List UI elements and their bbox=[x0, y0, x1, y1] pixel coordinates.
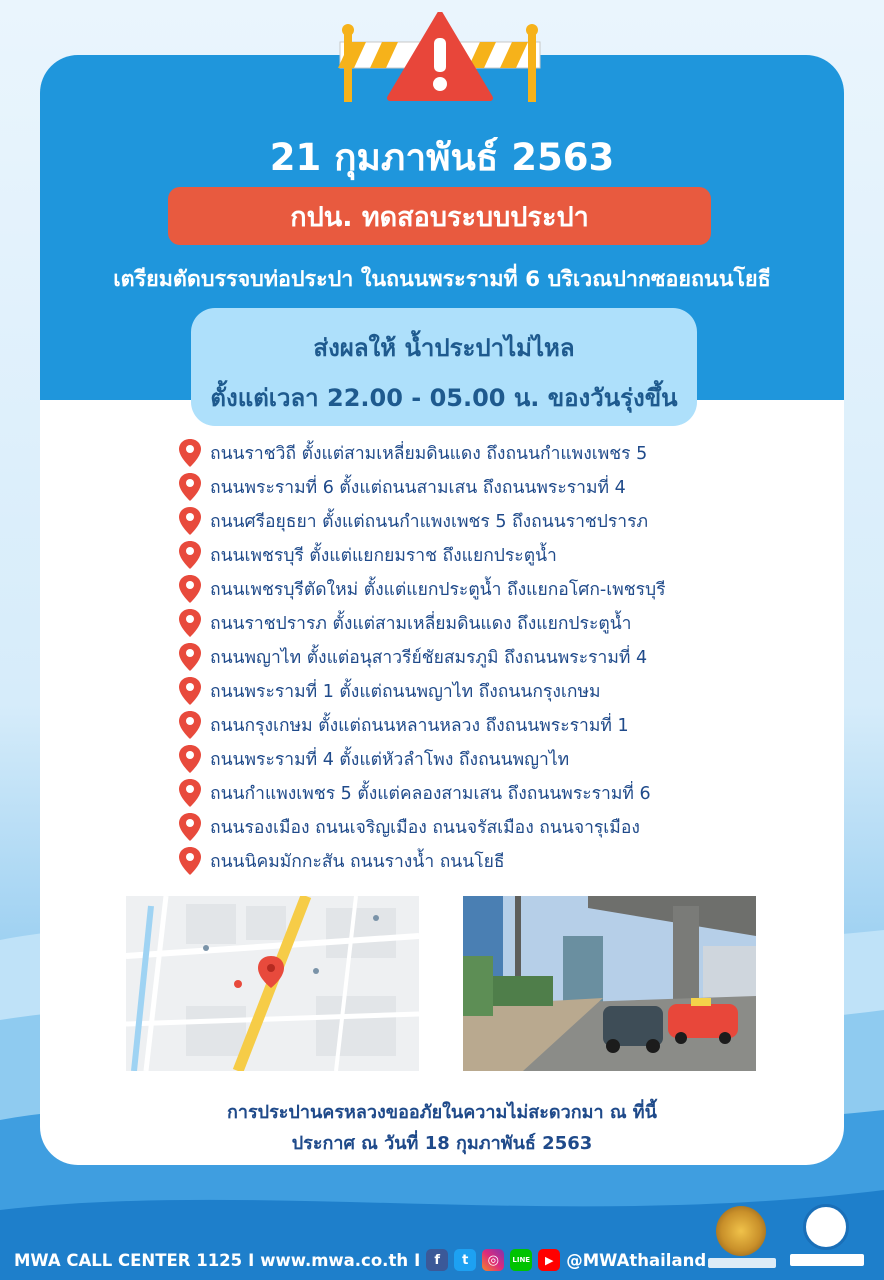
line-icon[interactable]: LINE bbox=[510, 1249, 532, 1271]
road-label: ถนนกรุงเกษม ตั้งแต่ถนนหลานหลวง ถึงถนนพระรามที่ 1 bbox=[210, 716, 629, 736]
list-item bbox=[177, 708, 777, 742]
location-pin-icon bbox=[177, 472, 203, 502]
test-badge: กปน. ทดสอบระบบประปา bbox=[168, 187, 711, 245]
outage-notice bbox=[191, 308, 697, 426]
location-pin-icon bbox=[177, 846, 203, 876]
outage-notice-line2: ตั้งแต่เวลา 22.00 - 05.00 น. ของวันรุ่งขึ้น bbox=[210, 384, 678, 412]
mwa-logo bbox=[803, 1204, 849, 1250]
list-item bbox=[177, 606, 777, 640]
location-pin-icon bbox=[177, 506, 203, 536]
road-label: ถนนนิคมมักกะสัน ถนนรางน้ำ ถนนโยธี bbox=[210, 852, 505, 872]
event-date: 21 กุมภาพันธ์ 2563 bbox=[269, 136, 615, 179]
road-label: ถนนราชวิถี ตั้งแต่สามเหลี่ยมดินแดง ถึงถนนกำแพงเพชร 5 bbox=[210, 444, 648, 464]
social-handle[interactable]: @MWAthailand bbox=[566, 1250, 707, 1270]
list-item bbox=[177, 436, 777, 470]
location-pin-icon bbox=[177, 574, 203, 604]
announcement-date: ประกาศ ณ วันที่ 18 กุมภาพันธ์ 2563 bbox=[291, 1133, 593, 1154]
street-photo-graphic bbox=[463, 896, 756, 1071]
location-pin-icon bbox=[177, 710, 203, 740]
road-label: ถนนพระรามที่ 1 ตั้งแต่ถนนพญาไท ถึงถนนกรุงเกษม bbox=[210, 682, 601, 702]
road-label: ถนนกำแพงเพชร 5 ตั้งแต่คลองสามเสน ถึงถนนพระรามที่ 6 bbox=[210, 784, 651, 804]
separator: I bbox=[414, 1250, 421, 1270]
list-item bbox=[177, 572, 777, 606]
road-label: ถนนพญาไท ตั้งแต่อนุสาวรีย์ชัยสมรภูมิ ถึงถนนพระรามที่ 4 bbox=[210, 648, 648, 668]
road-label: ถนนราชปรารภ ตั้งแต่สามเหลี่ยมดินแดง ถึงแยกประตูน้ำ bbox=[210, 614, 632, 634]
list-item bbox=[177, 470, 777, 504]
location-pin-icon bbox=[177, 540, 203, 570]
location-map bbox=[126, 896, 419, 1071]
road-barrier-warning-icon bbox=[330, 12, 550, 102]
list-item bbox=[177, 810, 777, 844]
affected-roads-list bbox=[177, 436, 777, 878]
twitter-icon[interactable]: t bbox=[454, 1249, 476, 1271]
location-pin-icon bbox=[177, 642, 203, 672]
road-label: ถนนรองเมือง ถนนเจริญเมือง ถนนจรัสเมือง ถนนจารุเมือง bbox=[210, 818, 640, 838]
call-center: MWA CALL CENTER 1125 bbox=[14, 1250, 243, 1270]
facebook-icon[interactable]: f bbox=[426, 1249, 448, 1271]
road-label: ถนนพระรามที่ 6 ตั้งแต่ถนนสามเสน ถึงถนนพระรามที่ 4 bbox=[210, 478, 626, 498]
instagram-icon[interactable]: ◎ bbox=[482, 1249, 504, 1271]
contact-bar bbox=[14, 1248, 706, 1272]
road-label: ถนนพระรามที่ 4 ตั้งแต่หัวลำโพง ถึงถนนพญาไท bbox=[210, 750, 570, 770]
location-pin-icon bbox=[177, 812, 203, 842]
list-item bbox=[177, 776, 777, 810]
list-item bbox=[177, 844, 777, 878]
map-graphic bbox=[126, 896, 419, 1071]
location-pin-icon bbox=[177, 778, 203, 808]
youtube-icon[interactable]: ▶ bbox=[538, 1249, 560, 1271]
road-label: ถนนศรีอยุธยา ตั้งแต่ถนนกำแพงเพชร 5 ถึงถนนราชปรารภ bbox=[210, 512, 649, 532]
subheading: เตรียมตัดบรรจบท่อประปา ในถนนพระรามที่ 6 บริเวณปากซอยถนนโยธี bbox=[113, 267, 771, 292]
location-pin-icon bbox=[177, 676, 203, 706]
ministry-seal-logo bbox=[716, 1206, 766, 1256]
location-pin-icon bbox=[177, 608, 203, 638]
road-label: ถนนเพชรบุรี ตั้งแต่แยกยมราช ถึงแยกประตูน้ำ bbox=[210, 546, 557, 566]
list-item bbox=[177, 538, 777, 572]
road-label: ถนนเพชรบุรีตัดใหม่ ตั้งแต่แยกประตูน้ำ ถึงแยกอโศก-เพชรบุรี bbox=[210, 580, 666, 600]
apology-text: การประปานครหลวงขออภัยในความไม่สะดวกมา ณ ที่นี้ bbox=[227, 1102, 657, 1123]
location-pin-icon bbox=[177, 744, 203, 774]
outage-notice-line1: ส่งผลให้ น้ำประปาไม่ไหล bbox=[313, 334, 575, 362]
list-item bbox=[177, 674, 777, 708]
list-item bbox=[177, 640, 777, 674]
mwa-logo-caption bbox=[790, 1254, 864, 1266]
street-photo bbox=[463, 896, 756, 1071]
ministry-seal-caption bbox=[708, 1258, 776, 1268]
list-item bbox=[177, 742, 777, 776]
website-link[interactable]: www.mwa.co.th bbox=[260, 1250, 409, 1270]
list-item bbox=[177, 504, 777, 538]
location-pin-icon bbox=[177, 438, 203, 468]
separator: I bbox=[248, 1250, 255, 1270]
